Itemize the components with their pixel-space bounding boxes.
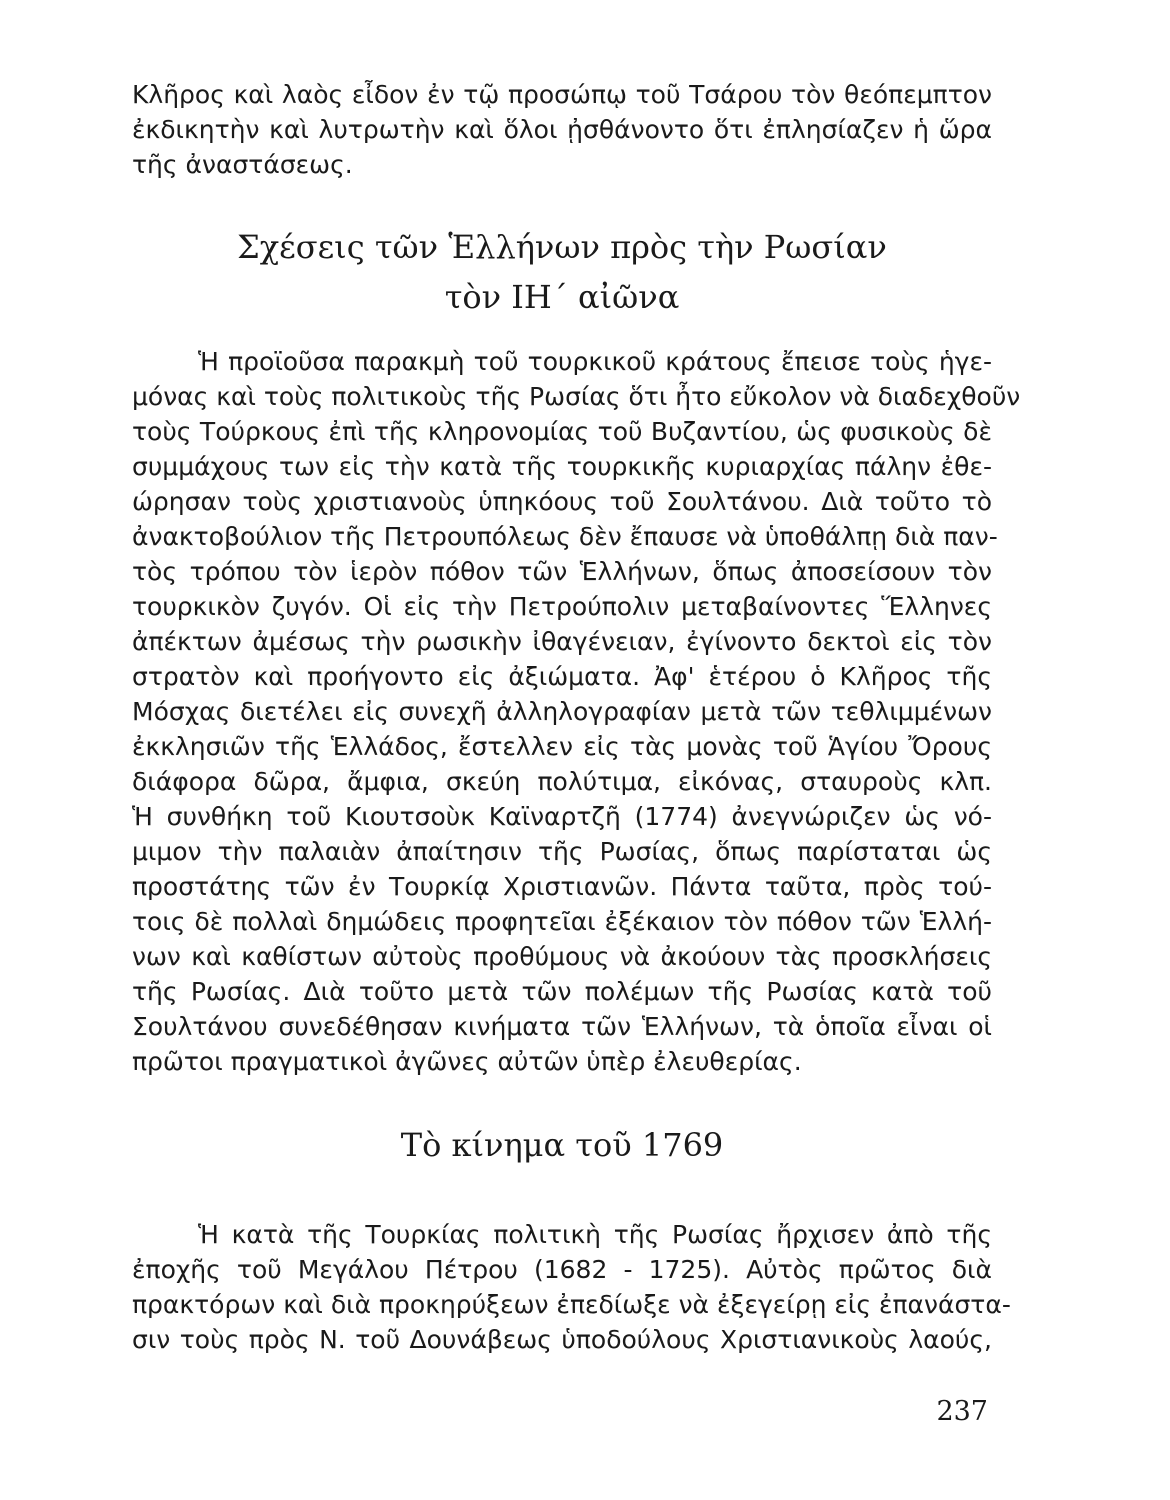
- body-line: μιμον τὴν παλαιὰν ἀπαίτησιν τῆς Ρωσίας, ὅπως παρίσταται ὡς: [132, 837, 992, 866]
- body-line: σιν τοὺς πρὸς Ν. τοῦ Δουνάβεως ὑποδούλους Χριστιανικοὺς λαούς,: [132, 1325, 992, 1354]
- body-line: στρατὸν καὶ προήγοντο εἰς ἀξιώματα. Ἀφ' ἑτέρου ὁ Κλῆρος τῆς: [132, 662, 992, 691]
- intro-line: Κλῆρος καὶ λαὸς εἶδον ἐν τῷ προσώπῳ τοῦ Τσάρου τὸν θεόπεμπτον: [132, 80, 992, 109]
- body-line: πρῶτοι πραγματικοὶ ἀγῶνες αὐτῶν ὑπὲρ ἐλευθερίας.: [132, 1047, 802, 1076]
- body-line: Ἡ κατὰ τῆς Τουρκίας πολιτικὴ τῆς Ρωσίας ἤρχισεν ἀπὸ τῆς: [198, 1220, 992, 1249]
- body-line: ἐποχῆς τοῦ Μεγάλου Πέτρου (1682 - 1725). Αὐτὸς πρῶτος διὰ: [132, 1255, 992, 1284]
- body-line: συμμάχους των εἰς τὴν κατὰ τῆς τουρκικῆς κυριαρχίας πάλην ἐθε-: [132, 452, 992, 481]
- body-line: Μόσχας διετέλει εἰς συνεχῆ ἀλληλογραφίαν μετὰ τῶν τεθλιμμένων: [132, 697, 992, 726]
- section-heading-line2: τὸν ΙΗ΄ αἰῶνα: [444, 278, 680, 316]
- body-line: τῆς Ρωσίας. Διὰ τοῦτο μετὰ τῶν πολέμων τῆς Ρωσίας κατὰ τοῦ: [132, 977, 992, 1006]
- body-line: προστάτης τῶν ἐν Τουρκίᾳ Χριστιανῶν. Πάντα ταῦτα, πρὸς τού-: [132, 872, 992, 901]
- body-line: νων καὶ καθίστων αὐτοὺς προθύμους νὰ ἀκούουν τὰς προσκλήσεις: [132, 942, 992, 971]
- body-line: τουρκικὸν ζυγόν. Οἱ εἰς τὴν Πετρούπολιν μεταβαίνοντες Ἕλληνες: [132, 592, 992, 621]
- body-line: Ἡ συνθήκη τοῦ Κιουτσοὺκ Καϊναρτζῆ (1774) ἀνεγνώριζεν ὡς νό-: [132, 802, 992, 831]
- section-heading: Τὸ κίνημα τοῦ 1769: [400, 1126, 724, 1164]
- page-number: 237: [936, 1396, 988, 1427]
- intro-line: ἐκδικητὴν καὶ λυτρωτὴν καὶ ὅλοι ᾐσθάνοντο ὅτι ἐπλησίαζεν ἡ ὥρα: [132, 115, 992, 144]
- body-line: Ἡ προϊοῦσα παρακμὴ τοῦ τουρκικοῦ κράτους ἔπεισε τοὺς ἡγε-: [198, 347, 992, 376]
- body-line: διάφορα δῶρα, ἄμφια, σκεύη πολύτιμα, εἰκόνας, σταυροὺς κλπ.: [132, 767, 992, 796]
- intro-line: τῆς ἀναστάσεως.: [132, 150, 353, 179]
- body-line: ἀνακτοβούλιον τῆς Πετρουπόλεως δὲν ἔπαυσε νὰ ὑποθάλπῃ διὰ παν-: [132, 522, 998, 551]
- body-line: ἐκκλησιῶν τῆς Ἑλλάδος, ἔστελλεν εἰς τὰς μονὰς τοῦ Ἁγίου Ὄρους: [132, 732, 992, 761]
- section-heading-line1: Σχέσεις τῶν Ἑλλήνων πρὸς τὴν Ρωσίαν: [237, 228, 887, 266]
- body-line: τοις δὲ πολλαὶ δημώδεις προφητεῖαι ἐξέκαιον τὸν πόθον τῶν Ἑλλή-: [132, 907, 992, 936]
- body-line: πρακτόρων καὶ διὰ προκηρύξεων ἐπεδίωξε νὰ ἐξεγείρῃ εἰς ἐπανάστα-: [132, 1290, 1011, 1319]
- body-line: Σουλτάνου συνεδέθησαν κινήματα τῶν Ἑλλήνων, τὰ ὁποῖα εἶναι οἱ: [132, 1012, 992, 1041]
- body-line: τὸς τρόπου τὸν ἱερὸν πόθον τῶν Ἑλλήνων, ὅπως ἀποσείσουν τὸν: [132, 557, 992, 586]
- body-line: ώρησαν τοὺς χριστιανοὺς ὑπηκόους τοῦ Σουλτάνου. Διὰ τοῦτο τὸ: [132, 487, 992, 516]
- body-line: μόνας καὶ τοὺς πολιτικοὺς τῆς Ρωσίας ὅτι ἦτο εὔκολον νὰ διαδεχθοῦν: [132, 382, 1021, 411]
- body-line: ἀπέκτων ἀμέσως τὴν ρωσικὴν ἰθαγένειαν, ἐγίνοντο δεκτοὶ εἰς τὸν: [132, 627, 992, 656]
- body-line: τοὺς Τούρκους ἐπὶ τῆς κληρονομίας τοῦ Βυζαντίου, ὡς φυσικοὺς δὲ: [132, 417, 992, 446]
